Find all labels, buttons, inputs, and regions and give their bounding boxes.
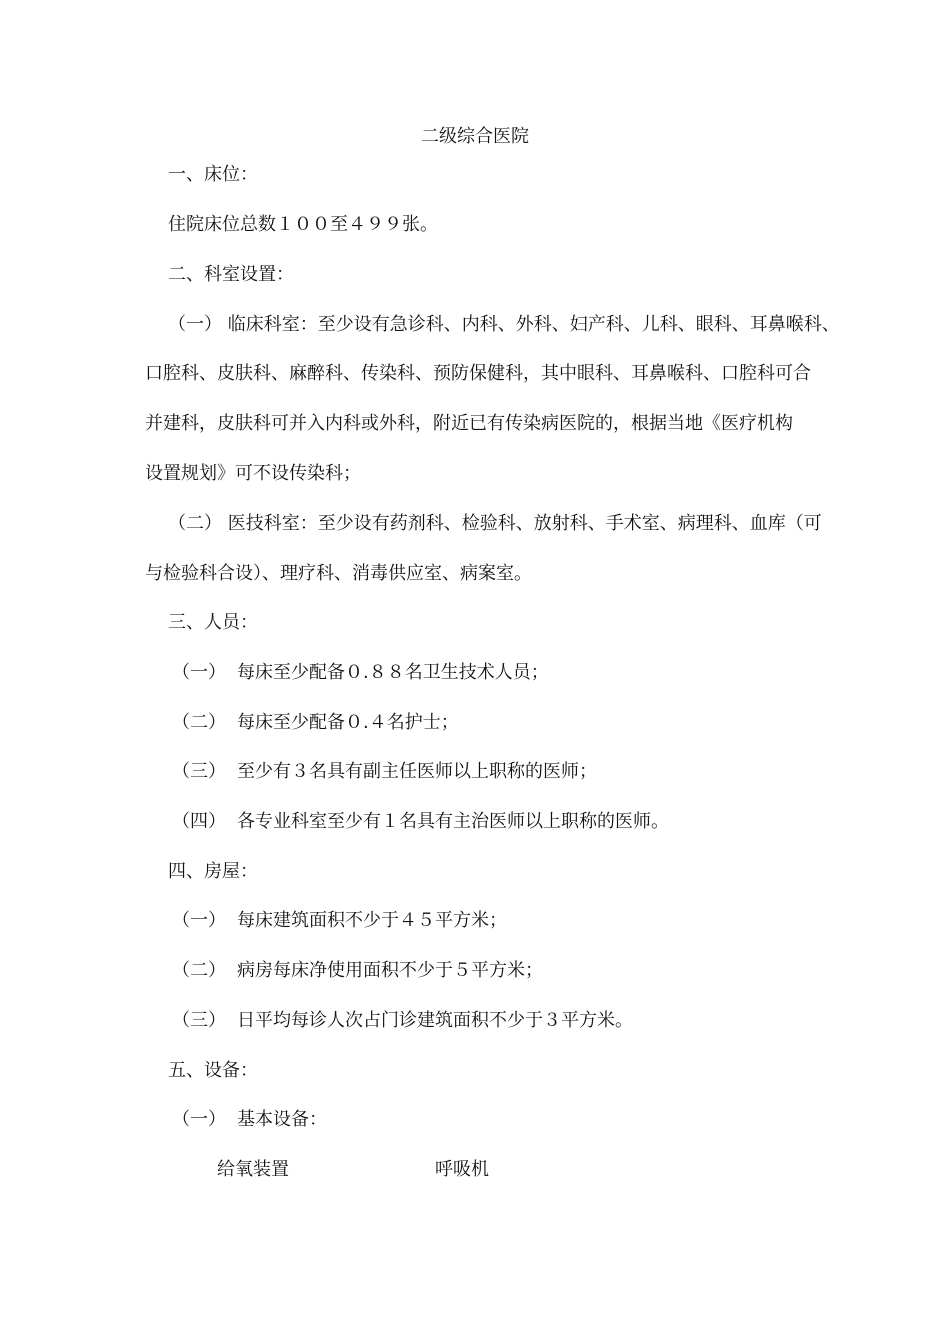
equipment-item: 给氧装置 bbox=[217, 1159, 289, 1180]
building-item-number: （一） bbox=[172, 910, 226, 931]
building-item-number: （三） bbox=[172, 1010, 226, 1031]
staff-item-number: （一） bbox=[172, 662, 226, 683]
clinical-line-2: 口腔科、皮肤科、麻醉科、传染科、预防保健科，其中眼科、耳鼻喉科、口腔科可合 bbox=[145, 363, 811, 384]
equipment-sub-number: （一） bbox=[172, 1109, 226, 1130]
medtech-line-1: （二） 医技科室：至少设有药剂科、检验科、放射科、手术室、病理科、血库（可 bbox=[168, 513, 822, 534]
clinical-line-3: 并建科，皮肤科可并入内科或外科，附近已有传染病医院的，根据当地《医疗机构 bbox=[145, 413, 793, 434]
building-item-text: 每床建筑面积不少于４５平方米； bbox=[237, 910, 507, 931]
staff-item-number: （四） bbox=[172, 811, 226, 832]
beds-text: 住院床位总数１００至４９９张。 bbox=[168, 214, 438, 235]
building-item-text: 病房每床净使用面积不少于５平方米； bbox=[237, 960, 543, 981]
medtech-line-2: 与检验科合设）、理疗科、消毒供应室、病案室。 bbox=[145, 563, 532, 584]
equipment-item: 呼吸机 bbox=[435, 1159, 489, 1180]
building-heading: 四、房屋： bbox=[168, 861, 258, 882]
staff-item-text: 每床至少配备０.４名护士； bbox=[237, 712, 459, 733]
equipment-sub-text: 基本设备： bbox=[237, 1109, 327, 1130]
building-item-text: 日平均每诊人次占门诊建筑面积不少于３平方米。 bbox=[237, 1010, 633, 1031]
beds-heading: 一、床位： bbox=[168, 164, 258, 185]
clinical-line-1: （一） 临床科室：至少设有急诊科、内科、外科、妇产科、儿科、眼科、耳鼻喉科、 bbox=[168, 314, 840, 335]
staff-item-number: （二） bbox=[172, 712, 226, 733]
staff-item-text: 各专业科室至少有１名具有主治医师以上职称的医师。 bbox=[237, 811, 669, 832]
staff-item-text: 至少有３名具有副主任医师以上职称的医师； bbox=[237, 761, 597, 782]
clinical-line-4: 设置规划》可不设传染科； bbox=[145, 463, 361, 484]
equipment-heading: 五、设备： bbox=[168, 1060, 258, 1081]
staff-heading: 三、人员： bbox=[168, 612, 258, 633]
departments-heading: 二、科室设置： bbox=[168, 264, 294, 285]
document-title: 二级综合医院 bbox=[421, 126, 529, 147]
staff-item-number: （三） bbox=[172, 761, 226, 782]
building-item-number: （二） bbox=[172, 960, 226, 981]
staff-item-text: 每床至少配备０.８８名卫生技术人员； bbox=[237, 662, 549, 683]
